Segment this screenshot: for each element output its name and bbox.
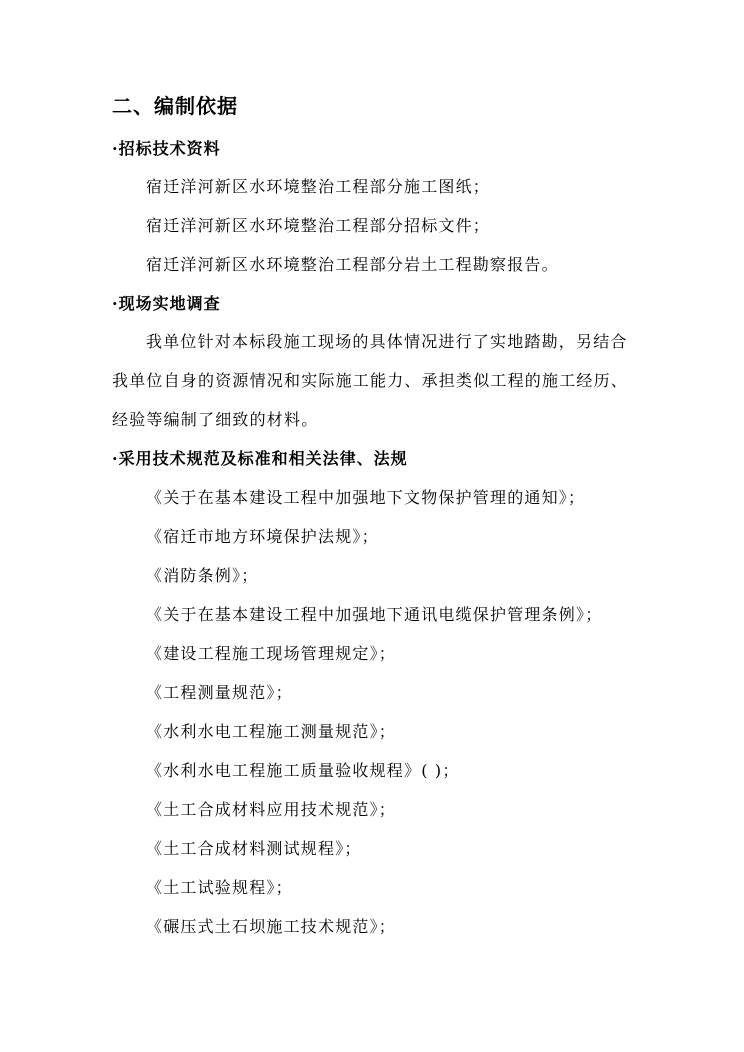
subsection-title-survey: ·现场实地调查 [112, 294, 221, 313]
subsection-title-standards: ·采用技术规范及标准和相关法律、法规 [112, 449, 408, 468]
bidding-item: 宿迁洋河新区水环境整治工程部分岩土工程勘察报告。 [146, 255, 559, 274]
standard-item: 《建设工程施工现场管理规定》； [146, 644, 397, 663]
bidding-item: 宿迁洋河新区水环境整治工程部分招标文件； [146, 216, 491, 235]
standard-item: 《土工合成材料应用技术规范》； [146, 800, 397, 819]
standard-item: 《消防条例》； [146, 566, 259, 585]
survey-paragraph-line: 我单位针对本标段施工现场的具体情况进行了实地踏勘，另结合 [146, 332, 628, 351]
standard-item: 《关于在基本建设工程中加强地下文物保护管理的通知》； [146, 488, 586, 507]
standard-item: 《水利水电工程施工质量验收规程》( )； [146, 761, 460, 780]
bidding-item: 宿迁洋河新区水环境整治工程部分施工图纸； [146, 177, 491, 196]
survey-paragraph-line: 经验等编制了细致的材料。 [112, 410, 319, 429]
standard-item: 《水利水电工程施工测量规范》； [146, 722, 397, 741]
section-title: 二、编制依据 [112, 94, 238, 118]
subsection-title-bidding: ·招标技术资料 [112, 139, 221, 158]
standard-item: 《宿迁市地方环境保护法规》； [146, 527, 379, 546]
standard-item: 《碾压式土石坝施工技术规范》； [146, 917, 397, 936]
survey-paragraph-line: 我单位自身的资源情况和实际施工能力、承担类似工程的施工经历、 [112, 371, 629, 390]
standard-item: 《土工试验规程》； [146, 878, 293, 897]
standard-item: 《关于在基本建设工程中加强地下通讯电缆保护管理条例》； [146, 605, 603, 624]
standard-item: 《土工合成材料测试规程》； [146, 839, 362, 858]
standard-item: 《工程测量规范》； [146, 683, 293, 702]
